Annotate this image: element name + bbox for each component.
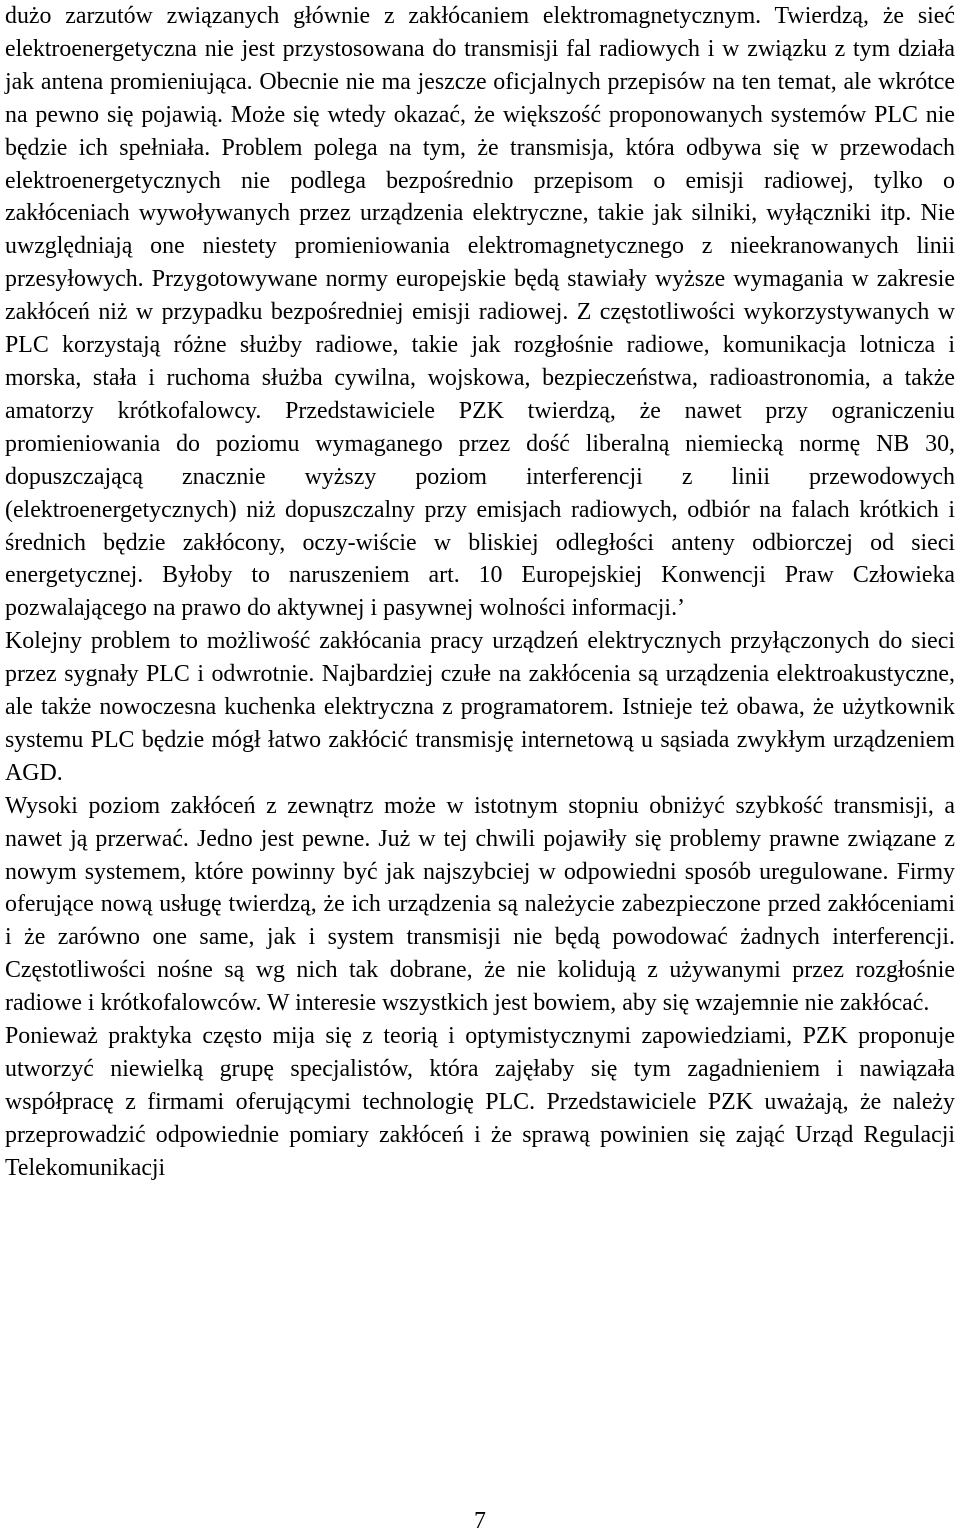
- paragraph-radio-interference: dużo zarzutów związanych głównie z zakłócaniem elektromagnetycznym. Twierdzą, że sieć elektroenergetyczna nie jest przystosowana do transmisji fal radiowych i w związku z tym działa jak antena promieniująca. Obecnie nie ma jeszcze oficjalnych przepisów na ten temat, ale wkrótce na pewno się pojawią. Może się wtedy okazać, że większość proponowanych systemów PLC nie będzie ich spełniała. Problem polega na tym, że transmisja, która odbywa się w przewodach elektroenergetycznych nie podlega bezpośrednio przepisom o emisji radiowej, tylko o zakłóceniach wywoływanych przez urządzenia elektryczne, takie jak silniki, wyłączniki itp. Nie uwzględniają one niestety promieniowania elektromagnetycznego z nieekranowanych linii przesyłowych. Przygotowywane normy europejskie będą stawiały wyższe wymagania w zakresie zakłóceń niż w przypadku bezpośredniej emisji radiowej. Z częstotliwości wykorzystywanych w PLC korzystają różne służby radiowe, takie jak rozgłośnie radiowe, komunikacja lotnicza i morska, stała i ruchoma służba cywilna, wojskowa, bezpieczeństwa, radioastronomia, a także amatorzy krótkofalowcy. Przedstawiciele PZK twierdzą, że nawet przy ograniczeniu promieniowania do poziomu wymaganego przez dość liberalną niemiecką normę NB 30, dopuszczającą znacznie wyższy poziom interferencji z linii przewodowych (elektroenergetycznych) niż dopuszczalny przy emisjach radiowych, odbiór na falach krótkich i średnich będzie zakłócony, oczy-wiście w bliskiej odległości anteny odbiorczej od sieci energetycznej. Byłoby to naruszeniem art. 10 Europejskiej Konwencji Praw Człowieka pozwalającego na prawo do aktywnej i pasywnej wolności informacji.’: [5, 3, 955, 622]
- paragraph-external-interference: Wysoki poziom zakłóceń z zewnątrz może w istotnym stopniu obniżyć szybkość transmisji, a nawet ją przerwać. Jedno jest pewne. Już w tej chwili pojawiły się problemy prawne związane z nowym systemem, które powinny być jak najszybciej w odpowiedni sposób uregulowane. Firmy oferujące nową usługę twierdzą, że ich urządzenia są należycie zabezpieczone przed zakłóceniami i że zarówno one same, jak i system transmisji nie będą powodować żadnych interferencji. Częstotliwości nośne są wg nich tak dobrane, że nie kolidują z używanymi przez rozgłośnie radiowe i krótkofalowców. W interesie wszystkich jest bowiem, aby się wzajemnie nie zakłócać.: [5, 792, 955, 1017]
- paragraph-pzk-proposal: Ponieważ praktyka często mija się z teorią i optymistycznymi zapowiedziami, PZK proponuje utworzyć niewielką grupę specjalistów, która zajęłaby się tym zagadnieniem i nawiązała współpracę z firmami oferującymi technologię PLC. Przedstawiciele PZK uważają, że należy przeprowadzić odpowiednie pomiary zakłóceń i że sprawą powinien się zająć Urząd Regulacji Telekomunikacji: [5, 1023, 955, 1181]
- document-body: [5, 0, 955, 1185]
- paragraph-device-interference: Kolejny problem to możliwość zakłócania pracy urządzeń elektrycznych przyłączonych do sieci przez sygnały PLC i odwrotnie. Najbardziej czułe na zakłócenia są urządzenia elektroakustyczne, ale także nowoczesna kuchenka elektryczna z programatorem. Istnieje też obawa, że użytkownik systemu PLC będzie mógł łatwo zakłócić transmisję internetową u sąsiada zwykłym urządzeniem AGD.: [5, 628, 955, 786]
- page-number: 7: [474, 1508, 486, 1534]
